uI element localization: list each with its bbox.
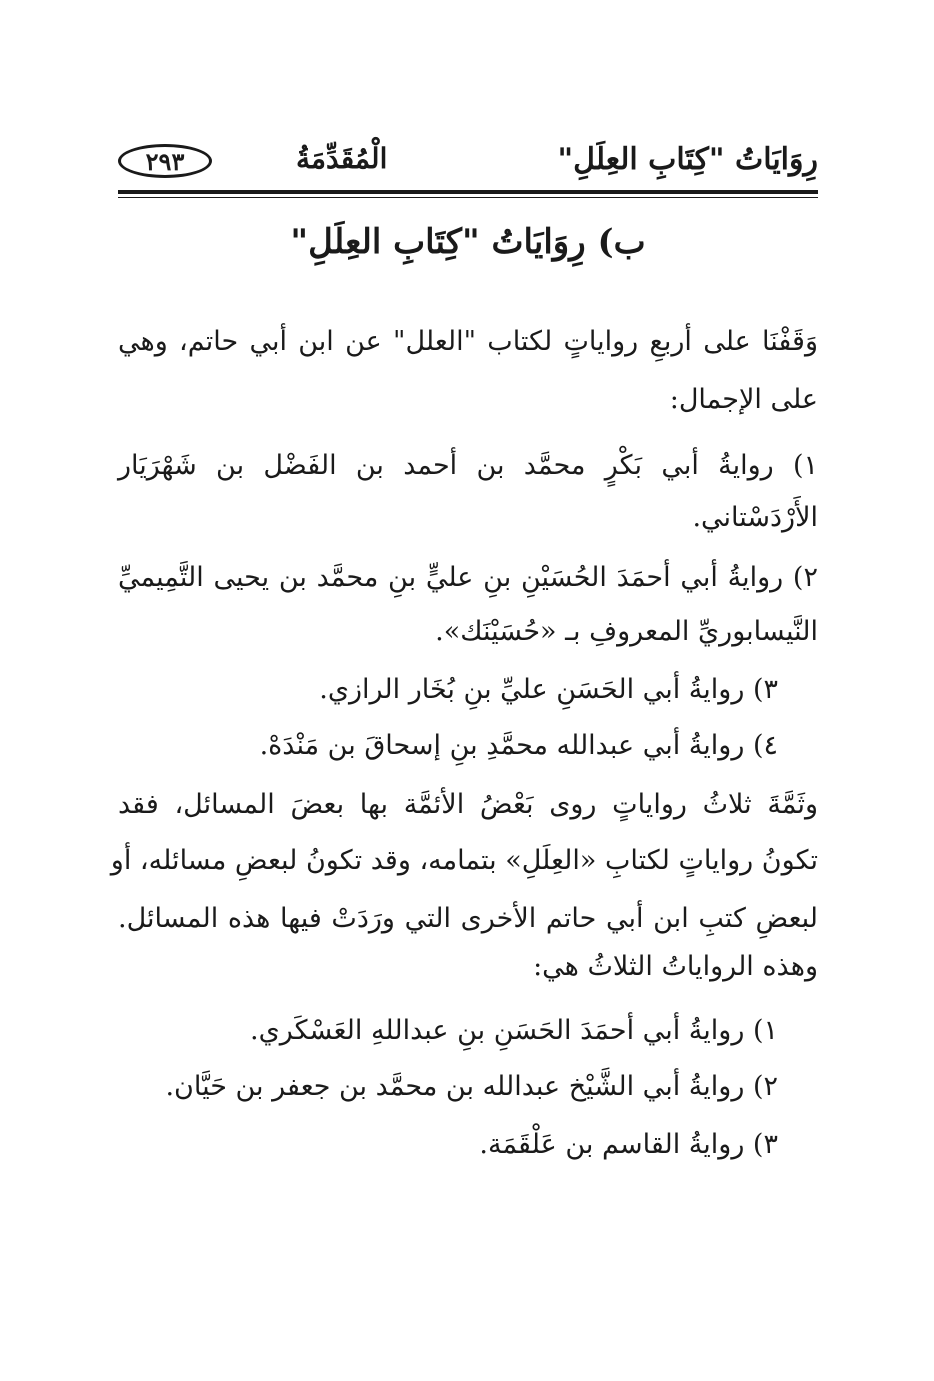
running-title: رِوَايَاتُ "كِتَابِ العِلَلِ" [557, 142, 818, 177]
header-rule-thin [118, 197, 818, 198]
page-number: ٢٩٣ [145, 146, 185, 176]
page-number-badge [118, 144, 212, 178]
list1-item-4: ٤) روايةُ أبي عبدالله محمَّدِ بنِ إسحاقَ بن مَنْدَهْ. [259, 730, 778, 761]
para2-line-4: وهذه الرواياتُ الثلاثُ هي: [533, 951, 818, 982]
intro-line-2: على الإجمال: [669, 384, 818, 415]
para2-line-3: لبعضِ كتبِ ابن أبي حاتم الأخرى التي ورَدَتْ فيها هذه المسائل. [118, 903, 818, 934]
list2-item-3: ٣) روايةُ القاسم بن عَلْقَمَة. [479, 1129, 778, 1160]
list1-item-2-line-2: النَّيسابوريِّ المعروفِ بـ «حُسَيْنَك». [435, 616, 818, 647]
list1-item-2-line-1: ٢) روايةُ أبي أحمَدَ الحُسَيْنِ بنِ عليٍّ بنِ محمَّد بن يحيى التَّمِيميِّ [118, 562, 818, 593]
list1-item-3: ٣) روايةُ أبي الحَسَنِ عليِّ بنِ بُخَار الرازي. [319, 674, 778, 705]
list1-item-1-line-2: الأَرْدَسْتاني. [692, 502, 818, 533]
list1-item-1-line-1: ١) روايةُ أبي بَكْرٍ محمَّد بن أحمد بن الفَضْل بن شَهْرَيَار [118, 450, 818, 481]
para2-line-1: وثَمَّةَ ثلاثُ رواياتٍ روى بَعْضُ الأئمَّة بها بعضَ المسائل، فقد [118, 789, 818, 820]
intro-line-1: وَقَفْنَا على أربعِ رواياتٍ لكتاب "العلل" عن ابن أبي حاتم، وهي [118, 326, 818, 357]
page-header [118, 140, 818, 192]
list2-item-1: ١) روايةُ أبي أحمَدَ الحَسَنِ بنِ عبداللهِ العَسْكَري. [250, 1015, 778, 1046]
section-heading: ب) رِوَايَاتُ "كِتَابِ العِلَلِ" [290, 222, 646, 262]
list2-item-2: ٢) روايةُ أبي الشَّيْخ عبدالله بن محمَّد بن جعفر بن حَيَّان. [165, 1071, 778, 1102]
para2-line-2: تكونُ رواياتٍ لكتابِ «العِلَلِ» بتمامه، وقد تكونُ لبعضِ مسائله، أو [110, 845, 818, 876]
section-name: الْمُقَدِّمَةُ [296, 142, 388, 175]
header-rule-thick [118, 190, 818, 194]
